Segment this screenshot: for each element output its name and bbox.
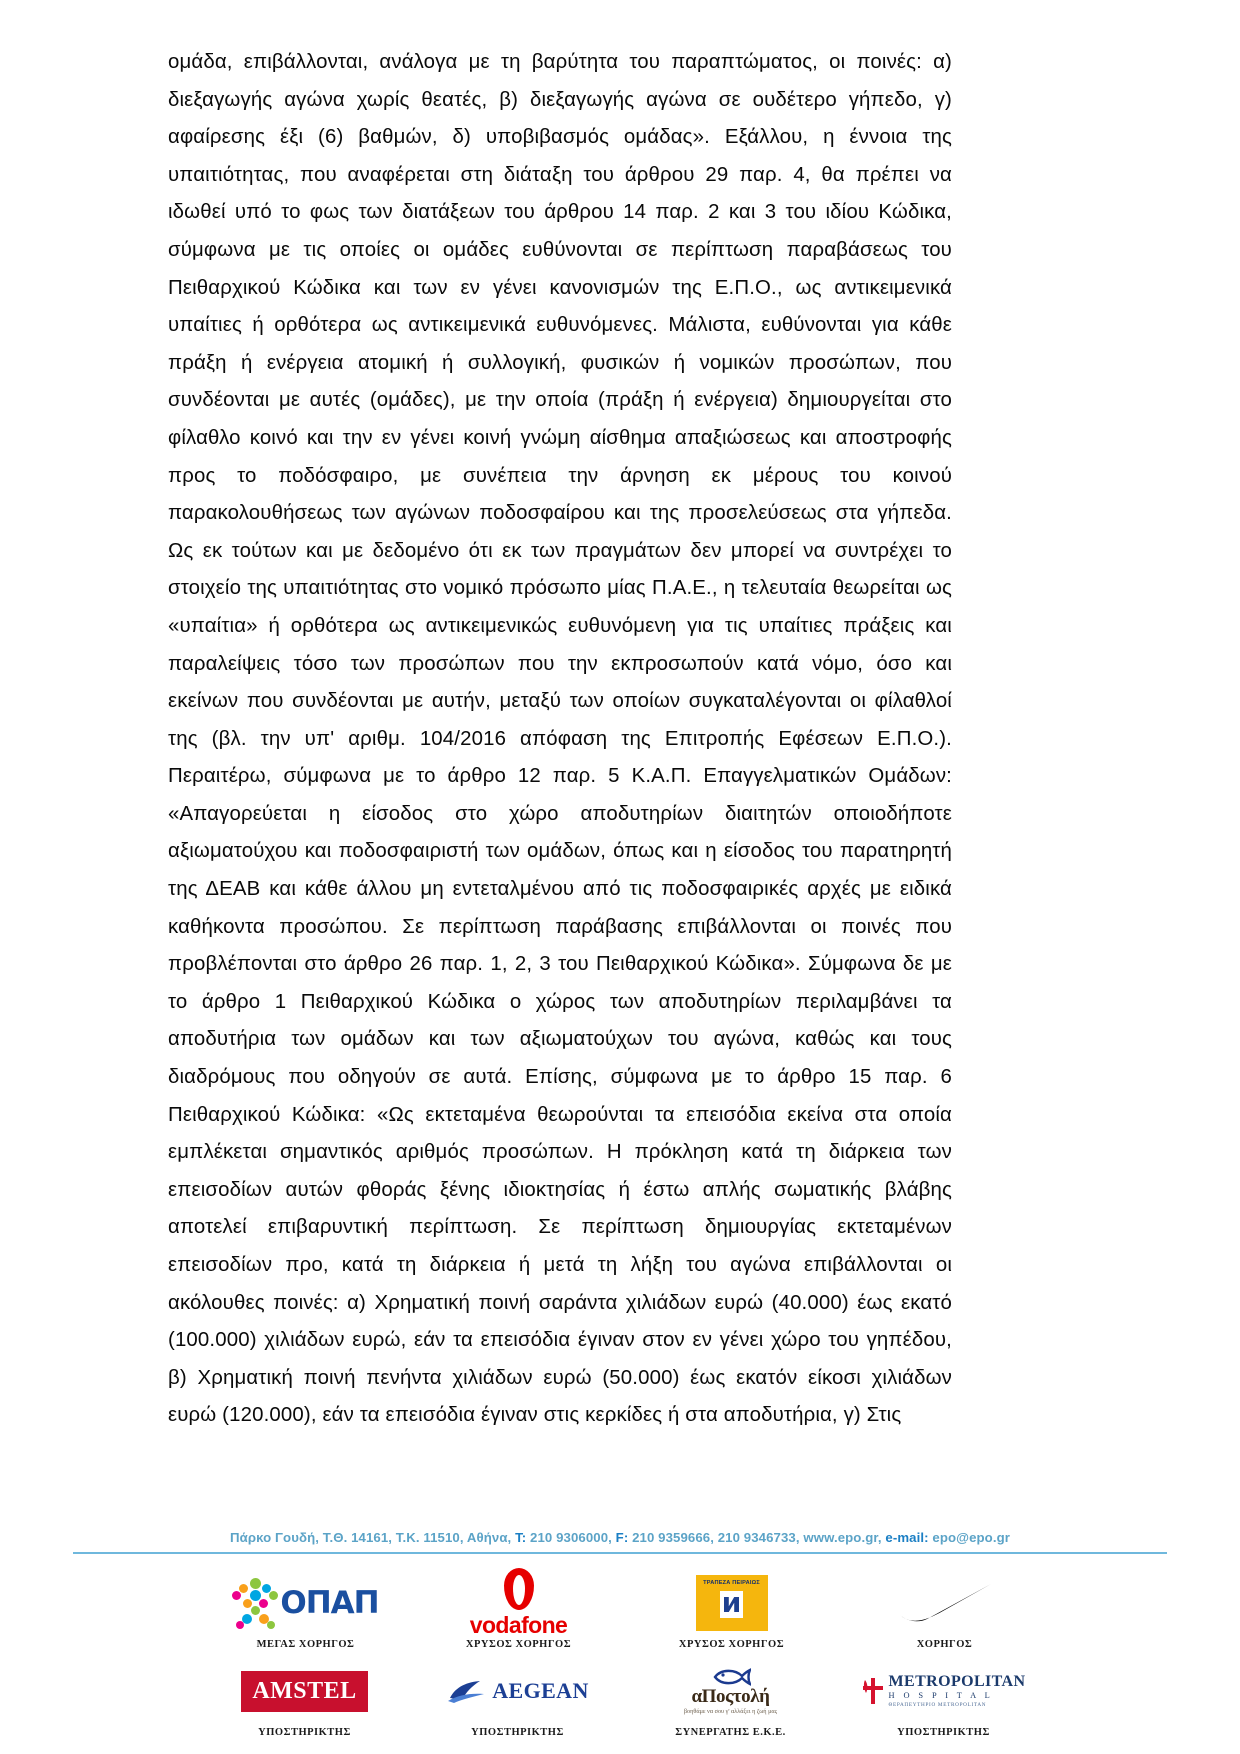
body-paragraph: ομάδα, επιβάλλονται, ανάλογα με τη βαρύτητα του παραπτώματος, οι ποινές: α) διεξαγωγής αγώνα χωρίς θεατές, β) διεξαγωγής αγώνα σε ουδέτερο γήπεδο, γ) αφαίρεσης έξι (6) βαθμών, δ) υποβιβασμός ομάδας». Εξάλλου, η έννοια της υπαιτιότητας, που αναφέρεται στη διάταξη του άρθρου 29 παρ. 4, θα πρέπει να ιδωθεί υπό το φως των διατάξεων του άρθρου 14 παρ. 2 και 3 του ιδίου Κώδικα, σύμφωνα με τις οποίες οι ομάδες ευθύνονται σε περίπτωση παραβάσεως του Πειθαρχικού Κώδικα και των εν γένει κανονισμών της Ε.Π.Ο., ως αντικειμενικά υπαίτιες ή ορθότερα ως αντικειμενικά ευθυνόμενες. Μάλιστα, ευθύνονται για κάθε πράξη ή ενέργεια ατομική ή συλλογική, φυσικών ή νομικών προσώπων, που συνδέονται με αυτές (ομάδες), με την οποία (πράξη ή ενέργεια) δημιουργείται στο φίλαθλο κοινό και την εν γένει κοινή γνώμη αίσθημα απαξιώσεως και αποστροφής προς το ποδόσφαιρο, με συνέπεια την άρνηση εκ μέρους του κοινού παρακολουθήσεως των αγώνων ποδοσφαίρου και της προσελεύσεως στα γήπεδα. Ως εκ τούτων και με δεδομένο ότι εκ των πραγμάτων δεν μπορεί να συντρέχει το στοιχείο της υπαιτιότητας στο νομικό πρόσωπο μίας Π.Α.Ε., η τελευταία θεωρείται ως «υπαίτια» ή ορθότερα ως αντικειμενικώς ευθυνόμενη για τις υπαίτιες πράξεις και παραλείψεις τόσο των προσώπων που την εκπροσωπούν κατά νόμο, όσο και εκείνων που συνδέονται με αυτήν, μεταξύ των οποίων συγκαταλέγονται οι φίλαθλοί της (βλ. την υπ' αριθμ. 104/2016 απόφαση της Επιτροπής Εφέσεων Ε.Π.Ο.). Περαιτέρω, σύμφωνα με το άρθρο 12 παρ. 5 Κ.Α.Π. Επαγγελματικών Ομάδων: «Απαγορεύεται η είσοδος στο χώρο αποδυτηρίων διαιτητών οποιοδήποτε αξιωματούχου και ποδοσφαιριστή των ομάδων, όπως και η είσοδος του παρατηρητή της ΔΕΑΒ και κάθε άλλου μη εντεταλμένου από τις ποδοσφαιρικές αρχές με ειδικά καθήκοντα προσώπου. Σε περίπτωση παράβασης επιβάλλονται οι ποινές που προβλέπονται στο άρθρο 26 παρ. 1, 2, 3 του Πειθαρχικού Κώδικα». Σύμφωνα δε με το άρθρο 1 Πειθαρχικού Κώδικα ο χώρος των αποδυτηρίων περιλαμβάνει τα αποδυτήρια των ομάδων και των αξιωματούχων του αγώνα, καθώς και τους διαδρόμους που οδηγούν σε αυτά. Επίσης, σύμφωνα με το άρθρο 15 παρ. 6 Πειθαρχικού Κώδικα: «Ως εκτεταμένα θεωρούνται τα επεισόδια εκείνα στα οποία εμπλέκεται σημαντικός αριθμός προσώπων. Η πρόκληση κατά τη διάρκεια των επεισοδίων αυτών φθοράς ξένης ιδιοκτησίας ή έστω απλής σωματικής βλάβης αποτελεί επιβαρυντική περίπτωση. Σε περίπτωση δημιουργίας εκτεταμένων επεισοδίων προ, κατά τη διάρκεια ή μετά τη λήξη του αγώνα επιβάλλονται οι ακόλουθες ποινές: α) Χρηματική ποινή σαράντα χιλιάδων ευρώ (40.000) έως εκατό (100.000) χιλιάδων ευρώ, εάν τα επεισόδια έγιναν στον εν γένει χώρο του γηπέδου, β) Χρηματική ποινή πενήντα χιλιάδων ευρώ (50.000) έως εκατόν είκοσι χιλιάδων ευρώ (120.000), εάν τα επεισόδια έγιναν στις κερκίδες ή στα αποδυτήρια, γ) Στις bbox=[168, 51, 952, 1427]
nike-swoosh-icon bbox=[897, 1584, 993, 1622]
sponsor-piraeus-bank bbox=[625, 1572, 838, 1650]
sponsor-tier-label: ΧΟΡΗΓΟΣ bbox=[916, 1639, 973, 1650]
apostoli-fish-icon bbox=[711, 1667, 751, 1687]
footer-divider bbox=[73, 1552, 1167, 1554]
amstel-wordmark: AMSTEL bbox=[252, 1677, 357, 1704]
footer-phone-label: T: bbox=[515, 1530, 527, 1545]
amstel-logo bbox=[241, 1660, 367, 1722]
footer-fax-label: F: bbox=[615, 1530, 629, 1545]
sponsor-row-secondary bbox=[0, 1660, 1240, 1738]
sponsor-tier-label: ΥΠΟΣΤΗΡΙΚΤΗΣ bbox=[258, 1727, 351, 1738]
piraeus-wordmark: ΤΡΑΠΕΖΑ ΠΕΙΡΑΙΩΣ bbox=[703, 1580, 760, 1586]
sponsor-opap bbox=[199, 1572, 412, 1650]
vodafone-speechmark-icon bbox=[504, 1568, 534, 1610]
apostoli-tagline: βοηθάμε να σου γ' αλλάξει η ζωή μας bbox=[683, 1708, 778, 1715]
aegean-logo bbox=[446, 1660, 589, 1722]
apostoli-wordmark: αΠοςτολή bbox=[691, 1686, 770, 1707]
footer-email-label: e-mail: bbox=[885, 1530, 929, 1545]
footer-fax-numbers: 210 9359666, 210 9346733, www.epo.gr, bbox=[628, 1530, 886, 1545]
sponsor-amstel bbox=[198, 1660, 411, 1738]
sponsor-tier-label: ΧΡΥΣΟΣ ΧΟΡΗΓΟΣ bbox=[678, 1639, 785, 1650]
aegean-bird-icon bbox=[446, 1678, 486, 1704]
apostoli-logo bbox=[684, 1660, 777, 1722]
sponsor-logos bbox=[0, 1572, 1240, 1738]
aegean-wordmark: AEGEAN bbox=[492, 1678, 589, 1703]
sponsor-vodafone bbox=[412, 1572, 625, 1650]
sponsor-metropolitan-hospital bbox=[837, 1660, 1050, 1738]
footer-email-address: epo@epo.gr bbox=[928, 1530, 1010, 1545]
nike-logo bbox=[897, 1572, 993, 1634]
sponsor-tier-label: ΥΠΟΣΤΗΡΙΚΤΗΣ bbox=[897, 1727, 990, 1738]
document-body-text bbox=[168, 44, 952, 1435]
footer-address-text: Πάρκο Γουδή, Τ.Θ. 14161, Τ.Κ. 11510, Αθήνα, bbox=[229, 1530, 516, 1545]
metropolitan-greek-subtitle: ΘΕΡΑΠΕΥΤΗΡΙΟ METROPOLITAN bbox=[888, 1702, 987, 1709]
piraeus-bank-logo bbox=[696, 1572, 768, 1634]
metropolitan-wordmark: METROPOLITAN bbox=[888, 1672, 1026, 1690]
sponsor-tier-label: ΣΥΝΕΡΓΑΤΗΣ Ε.Κ.Ε. bbox=[675, 1727, 786, 1738]
metropolitan-subtitle: H O S P I T A L bbox=[888, 1690, 994, 1700]
sponsor-tier-label: ΜΕΓΑΣ ΧΟΡΗΓΟΣ bbox=[256, 1639, 355, 1650]
sponsor-tier-label: ΧΡΥΣΟΣ ΧΟΡΗΓΟΣ bbox=[465, 1639, 572, 1650]
page-footer bbox=[0, 1530, 1240, 1554]
metropolitan-cross-icon bbox=[862, 1678, 884, 1704]
sponsor-tier-label: ΥΠΟΣΤΗΡΙΚΤΗΣ bbox=[471, 1727, 564, 1738]
sponsor-row-primary bbox=[0, 1572, 1240, 1650]
opap-figure-icon bbox=[232, 1578, 278, 1628]
sponsor-aegean bbox=[411, 1660, 624, 1738]
vodafone-logo bbox=[469, 1572, 568, 1638]
piraeus-emblem-icon bbox=[720, 1591, 743, 1618]
sponsor-apostoli bbox=[624, 1660, 837, 1738]
opap-logo bbox=[232, 1572, 378, 1634]
sponsor-nike bbox=[838, 1572, 1051, 1650]
footer-phone-number: 210 9306000, bbox=[526, 1530, 616, 1545]
metropolitan-logo bbox=[862, 1660, 1026, 1722]
opap-wordmark: ΟΠΑΠ bbox=[280, 1585, 379, 1621]
vodafone-wordmark: vodafone bbox=[469, 1611, 568, 1638]
footer-contact-line bbox=[0, 1530, 1240, 1545]
